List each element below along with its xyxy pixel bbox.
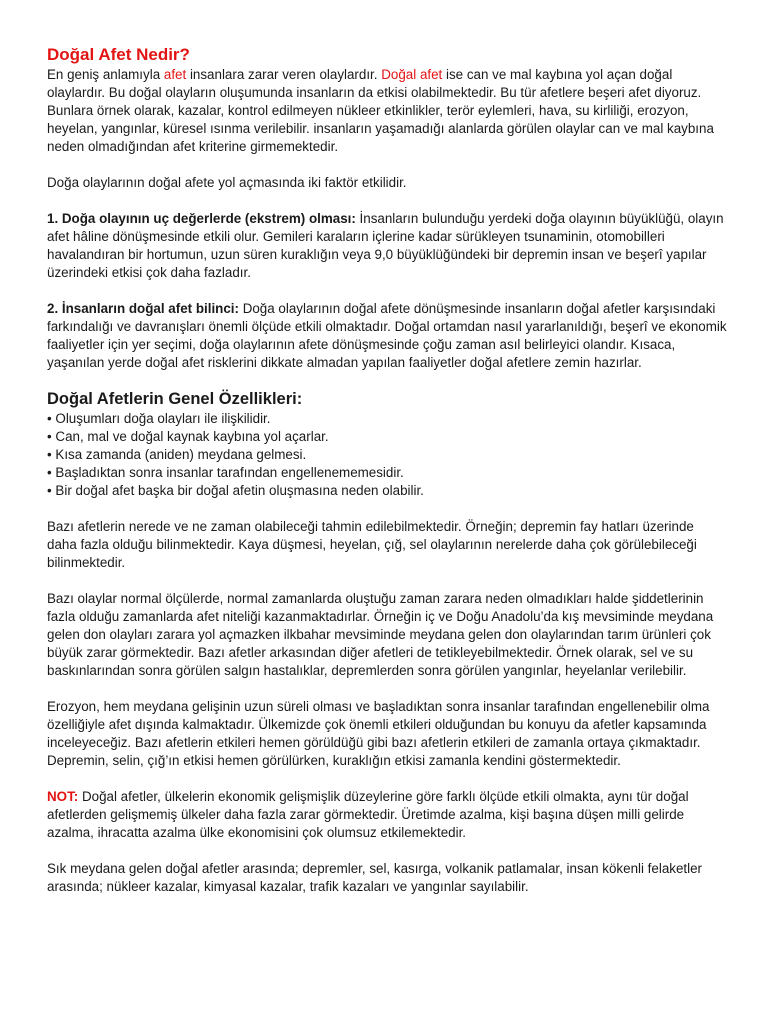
list-item: • Can, mal ve doğal kaynak kaybına yol açarlar. <box>47 429 329 444</box>
intro-text-2: insanlara zarar veren olaylardır. <box>186 67 382 82</box>
erosion-paragraph: Erozyon, hem meydana gelişinin uzun süreli olması ve başladıktan sonra insanlar tarafından engellenebilir olma özelliğiyle afet dışında kalmaktadır. Ülkemizde çok önemli etkileri olduğundan bu konuyu da afetler kapsamında inceleyeceğiz. Bazı afetlerin etkileri hemen görüldüğü gibi bazı afetlerin etkileri de zamanla ortaya çıkmaktadır. Depremin, selin, çığ’ın etkisi hemen görülürken, kuraklığın etkisi zamanla kendini göstermektedir. <box>47 699 710 768</box>
spacer <box>47 572 727 590</box>
page-title: Doğal Afet Nedir? <box>47 45 190 64</box>
spacer <box>47 156 727 174</box>
factor-2-text: Doğa olaylarının doğal afete dönüşmesinde insanların doğal afetler karşısındaki farkındalığı ve davranışları önemli ölçüde etkili olmaktadır. Doğal ortamdan nasıl yararlanıldığı, beşerî ve ekonomik faaliyetler için yer seçimi, doğa olaylarının afete dönüşmesinde çoğu zaman asıl belirleyici olandır. Kısaca, yaşanılan yerde doğal afet risklerini dikkate almadan yapılan faaliyetler doğal afetlere zemin hazırlar. <box>47 301 727 370</box>
note-paragraph <box>47 788 727 842</box>
prediction-paragraph: Bazı afetlerin nerede ve ne zaman olabileceği tahmin edilebilmektedir. Örneğin; depremin fay hatları üzerinde daha fazla olduğu bilinmektedir. Kaya düşmesi, heyelan, çığ, sel olaylarının nerelerde daha çok görülebileceği bilinmektedir. <box>47 519 697 570</box>
intro-highlight-dogal-afet: Doğal afet <box>381 67 443 82</box>
list-item: • Başladıktan sonra insanlar tarafından engellenememesidir. <box>47 465 404 480</box>
factor-1-text: İnsanların bulunduğu yerdeki doğa olayının büyüklüğü, olayın afet hâline dönüşmesinde etkili olur. Gemileri karaların içlerine kadar sürükleyen tsunaminin, otomobilleri havalandıran bir hortumun, uzun süren kuraklığın veya 9,0 büyüklüğündeki bir depremin insan ve beşerî yapılar üzerindeki etkisi çok daha fazladır. <box>47 211 724 280</box>
features-list <box>47 410 727 500</box>
frequent-disasters-paragraph: Sık meydana gelen doğal afetler arasında; depremler, sel, kasırga, volkanik patlamalar, insan kökenli felaketler arasında; nükleer kazalar, kimyasal kazalar, trafik kazaları ve yangınlar sayılabilir. <box>47 861 703 894</box>
document-body <box>47 44 727 896</box>
list-item: • Oluşumları doğa olayları ile ilişkilidir. <box>47 411 271 426</box>
spacer <box>47 192 727 210</box>
list-item: • Bir doğal afet başka bir doğal afetin oluşmasına neden olabilir. <box>47 483 424 498</box>
factor-1-heading: 1. Doğa olayının uç değerlerde (ekstrem) olması: <box>47 211 356 226</box>
intro-text-1: En geniş anlamıyla <box>47 67 164 82</box>
features-heading: Doğal Afetlerin Genel Özellikleri: <box>47 390 303 408</box>
intro-text-3: ise can ve mal kaybına yol açan doğal olaylardır. Bu doğal olayların oluşumunda insanların da etkisi olabilmektedir. Bu tür afetlere beşeri afet diyoruz. Bunlara örnek olarak, kazalar, kontrol edilmeyen nükleer etkinlikler, terör eylemleri, hava, su kirliliği, erozyon, heyelan, yangınlar, küresel ısınma verilebilir. insanların yaşamadığı alanlarda görülen olaylar can ve mal kaybına neden olmadığından afet kriterine girmemektedir. <box>47 67 714 154</box>
factor-2-heading: 2. İnsanların doğal afet bilinci: <box>47 301 239 316</box>
spacer <box>47 500 727 518</box>
factor-2-paragraph <box>47 300 727 372</box>
intro-highlight-afet: afet <box>163 67 187 82</box>
factor-1-paragraph <box>47 210 727 282</box>
spacer <box>47 842 727 860</box>
note-text: Doğal afetler, ülkelerin ekonomik gelişmişlik düzeylerine göre farklı ölçüde etkili olmakta, aynı tür doğal afetlerden gelişmemiş ülkeler daha fazla zarar görmektedir. Üretimde azalma, kişi başına düşen milli gelirde azalma, ihracatta azalma ülke ekonomisini çok olumsuz etkilemektedir. <box>47 789 689 840</box>
intro-paragraph <box>47 66 727 156</box>
normal-events-paragraph: Bazı olaylar normal ölçülerde, normal zamanlarda oluştuğu zaman zarara neden olmadıkları halde şiddetlerinin fazla olduğu zamanlarda afet niteliği kazanmaktadırlar. Örneğin iç ve Doğu Anadolu’da kış mevsiminde meydana gelen don olayları zarara yol açmazken ilkbahar mevsiminde meydana gelen don olaylarından tarım ürünleri çok büyük zarar görmektedir. Bazı afetler arkasından diğer afetleri de tetikleyebilmektedir. Örnek olarak, sel ve su baskınlarından sonra görülen salgın hastalıklar, depremlerden sonra görülen yangınlar, heyelanlar verilebilir. <box>47 591 714 678</box>
note-label: NOT: <box>47 789 79 804</box>
spacer <box>47 680 727 698</box>
factors-intro-paragraph: Doğa olaylarının doğal afete yol açmasında iki faktör etkilidir. <box>47 175 407 190</box>
spacer <box>47 372 727 388</box>
list-item: • Kısa zamanda (aniden) meydana gelmesi. <box>47 447 307 462</box>
spacer <box>47 282 727 300</box>
spacer <box>47 770 727 788</box>
